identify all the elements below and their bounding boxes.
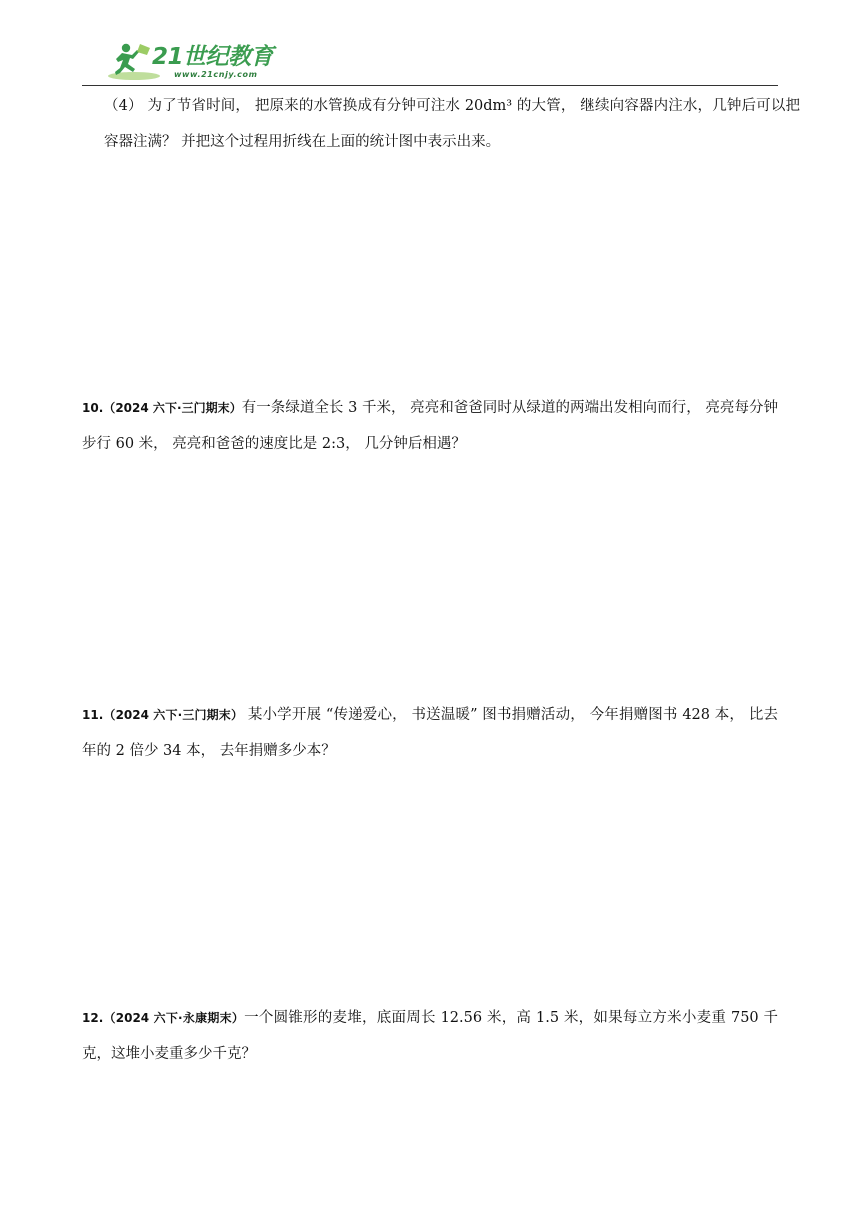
question-number: 12. bbox=[82, 1011, 104, 1025]
question-sub-4 bbox=[82, 88, 800, 160]
question-number: 10. bbox=[82, 401, 104, 415]
question-number: 11. bbox=[82, 708, 104, 722]
question-11 bbox=[82, 697, 778, 769]
logo-text: 21世纪教育 bbox=[152, 44, 274, 70]
question-12 bbox=[82, 1000, 778, 1072]
question-source: （2024 六下·永康期末） bbox=[103, 1011, 245, 1025]
question-text: 某小学开展 “传递爱心， 书送温暖” 图书捐赠活动， 今年捐赠图书 428 本， 比去年的 2 倍少 34 本， 去年捐赠多少本？ bbox=[82, 707, 779, 759]
logo-url: www.21cnjy.com bbox=[174, 70, 258, 79]
question-text: 一个圆锥形的麦堆，底面周长 12.56 米，高 1.5 米，如果每立方米小麦重 750 千克，这堆小麦重多少千克？ bbox=[82, 1010, 778, 1062]
question-source: （2024 六下·三门期末） bbox=[103, 708, 244, 722]
page-header bbox=[82, 40, 778, 86]
logo bbox=[104, 42, 274, 82]
question-source: （2024 六下·三门期末） bbox=[103, 401, 242, 415]
question-10 bbox=[82, 390, 778, 462]
question-text: 有一条绿道全长 3 千米， 亮亮和爸爸同时从绿道的两端出发相向而行， 亮亮每分钟步行 60 米， 亮亮和爸爸的速度比是 2:3， 几分钟后相遇？ bbox=[82, 400, 778, 452]
header-divider bbox=[82, 85, 778, 86]
question-text: （4） 为了节省时间， 把原来的水管换成有分钟可注水 20dm³ 的大管， 继续向容器内注水，几钟后可以把容器注满？ 并把这个过程用折线在上面的统计图中表示出来。 bbox=[104, 98, 800, 150]
